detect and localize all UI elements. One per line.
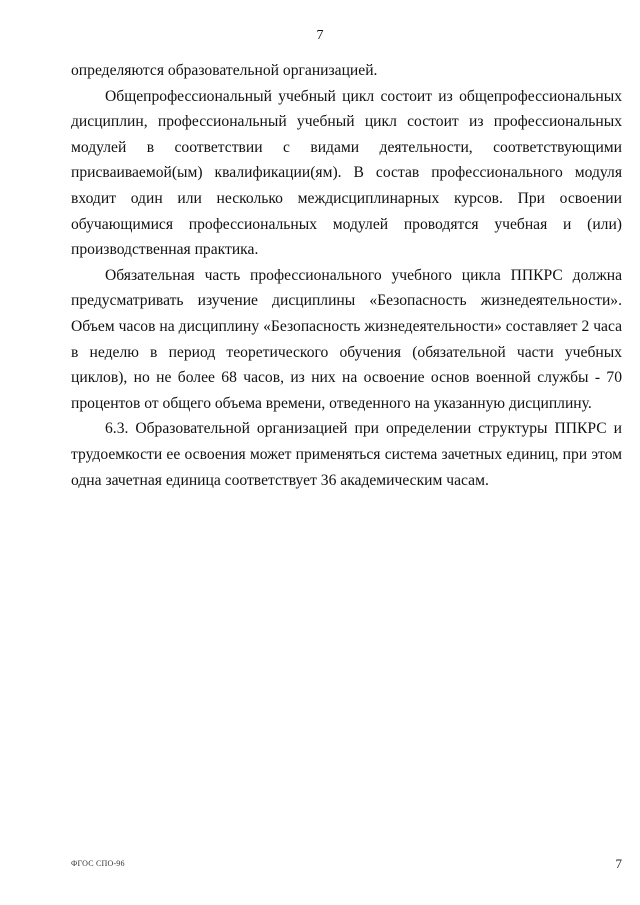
- footer-document-code: ФГОС СПО-96: [71, 859, 125, 868]
- page-number-top: 7: [316, 28, 324, 43]
- paragraph-continuation: определяются образовательной организацией.: [71, 62, 378, 79]
- paragraph-life-safety-discipline: Обязательная часть профессионального учебного цикла ППКРС должна предусматривать изучение дисциплины «Безопасность жизнедеятельности». Объем часов на дисциплину «Безопасность жизнедеятельности» составляет 2 часа в неделю в период теоретического обучения (обязательной части учебных циклов), но не более 68 часов, из них на освоение основ военной службы - 70 процентов от общего объема времени, отведенного на указанную дисциплину.: [71, 266, 622, 412]
- document-body: [71, 58, 622, 493]
- paragraph-general-professional-cycle: Общепрофессиональный учебный цикл состоит из общепрофессиональных дисциплин, профессиональный учебный цикл состоит из профессиональных модулей в соответствии с видами деятельности, соответствующими присваиваемой(ым) квалификации(ям). В состав профессионального модуля входит один или несколько междисциплинарных курсов. При освоении обучающимися профессиональных модулей проводятся учебная и (или) производственная практика.: [71, 87, 622, 259]
- paragraph-credit-units: 6.3. Образовательной организацией при определении структуры ППКРС и трудоемкости ее освоения может применяться система зачетных единиц, при этом одна зачетная единица соответствует 36 академическим часам.: [71, 420, 622, 489]
- footer-page-number: 7: [615, 856, 622, 871]
